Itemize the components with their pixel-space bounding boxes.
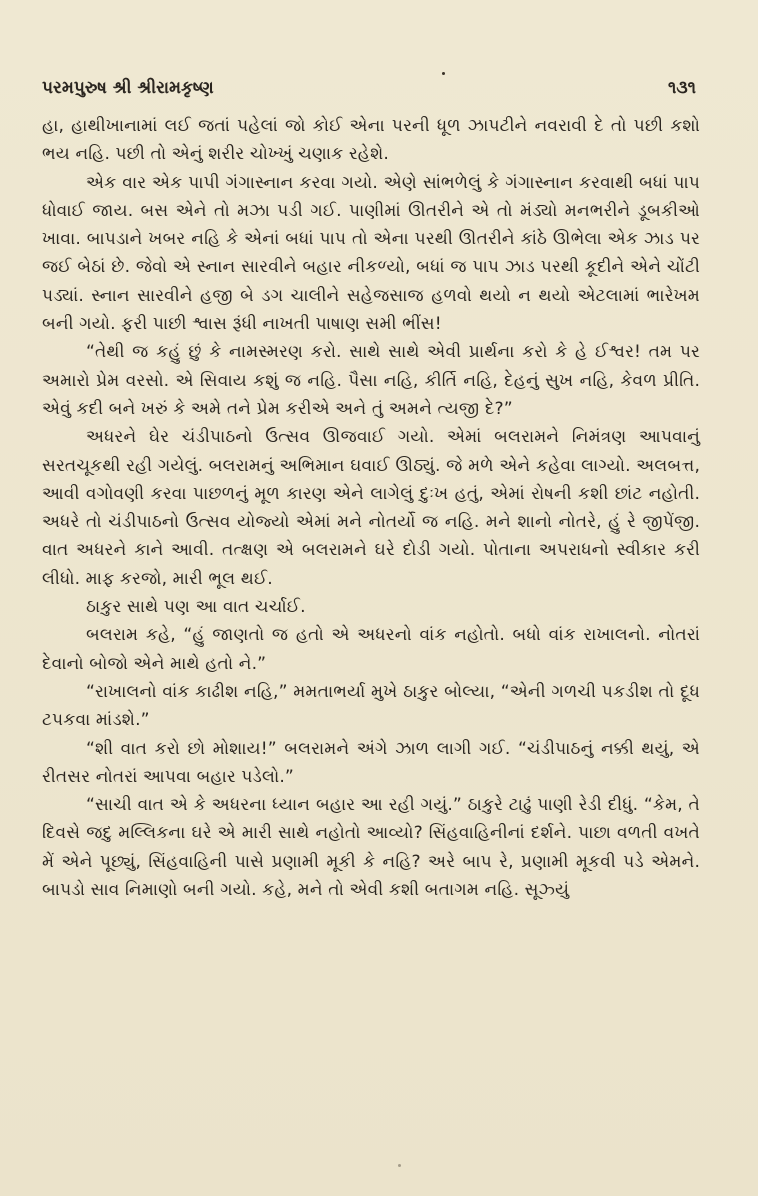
running-title: પરમપુરુષ શ્રી શ્રીરામકૃષ્ણ [42,78,214,98]
page-number: ૧૩૧ [668,78,696,98]
paragraph: હા, હાથીખાનામાં લઈ જતાં પહેલાં જો કોઈ એના પરની ધૂળ ઝાપટીને નવરાવી દે તો પછી કશો ભય નહિ. પછી તો એનું શરીર ચોખ્ખું ચણાક રહેશે. [42,116,700,165]
paragraph: બલરામ કહે, “હું જાણતો જ હતો એ અધરનો વાંક નહોતો. બધો વાંક રાખાલનો. નોતરાં દેવાનો બોજો એને માથે હતો ને.” [42,625,700,674]
paragraph: “શી વાત કરો છો મોશાય!” બલરામને અંગે ઝાળ લાગી ગઈ. “ચંડીપાઠનું નક્કી થયું, એ રીતસર નોતરાં આપવા બહાર પડેલો.” [42,738,700,787]
paragraph: “રાખાલનો વાંક કાઢીશ નહિ,” મમતાભર્યા મુખે ઠાકુર બોલ્યા, “એની ગળચી પકડીશ તો દૂધ ટપકવા માંડશે.” [42,681,700,731]
paragraph: એક વાર એક પાપી ગંગાસ્નાન કરવા ગયો. એણે સાંભળેલું કે ગંગાસ્નાન કરવાથી બધાં પાપ ધોવાઈ જાય. બસ એને તો મઝા પડી ગઈ. પાણીમાં ઊતરીને એ તો મંડ્યો મનભરીને ડૂબકીઓ ખાવા. બાપડાને ખબર નહિ કે એનાં બધાં પાપ તો એના પરથી ઊતરીને કાંઠે ઊભેલા એક ઝાડ પર જઈ બેઠાં છે. જેવો એ સ્નાન સારવીને બહાર નીકળ્યો, બધાં જ પાપ ઝાડ પરથી કૂદીને એને ચોંટી પડ્યાં. સ્નાન સારવીને હજી બે ડગ ચાલીને સહેજસાજ હળવો થયો ન થયો એટલામાં ભારેખમ બની ગયો. ફરી પાછી શ્વાસ રૂંધી નાખતી પાષાણ સમી ભીંસ! [42,172,700,335]
print-speck [398,1164,401,1167]
print-speck [442,72,445,75]
paragraph: “તેથી જ કહું છું કે નામસ્મરણ કરો. સાથે સાથે એવી પ્રાર્થના કરો કે હે ઈશ્વર! તમ પર અમારો પ્રેમ વરસો. એ સિવાય કશું જ નહિ. પૈસા નહિ, કીર્તિ નહિ, દેહનું સુખ નહિ, કેવળ પ્રીતિ. એવું કદી બને ખરું કે અમે તને પ્રેમ કરીએ અને તું અમને ત્યજી દે?” [42,342,700,419]
paragraph: ઠાકુર સાથે પણ આ વાત ચર્ચાઈ. [86,597,306,618]
paragraph: અધરને ઘેર ચંડીપાઠનો ઉત્સવ ઊજવાઈ ગયો. એમાં બલરામને નિમંત્રણ આપવાનું સરતચૂકથી રહી ગયેલું. બલરામનું અભિમાન ઘવાઈ ઊઠ્યું. જે મળે એને કહેવા લાગ્યો. અલબત્ત, આવી વગોવણી કરવા પાછળનું મૂળ કારણ એને લાગેલું દુઃખ હતું, એમાં રોષની કશી છાંટ નહોતી. અધરે તો ચંડીપાઠનો ઉત્સવ યોજ્યો એમાં મને નોતર્યો જ નહિ. મને શાનો નોતરે, હું રે જીપેંજી. વાત અધરને કાને આવી. તત્ક્ષણ એ બલરામને ઘરે દોડી ગયો. પોતાના અપરાધનો સ્વીકાર કરી લીધો. માફ કરજો, મારી ભૂલ થઈ. [42,427,700,589]
paragraph: “સાચી વાત એ કે અધરના ધ્યાન બહાર આ રહી ગયું.” ઠાકુરે ટાઢું પાણી રેડી દીધું. “કેમ, તે દિવસે જદુ મલ્લિકના ઘરે એ મારી સાથે નહોતો આવ્યો? સિંહવાહિનીનાં દર્શને. પાછા વળતી વખતે મેં એને પૂછ્યું, સિંહવાહિની પાસે પ્રણામી મૂકી કે નહિ? અરે બાપ રે, પ્રણામી મૂકવી પડે એમને. બાપડો સાવ નિમાણો બની ગયો. કહે, મને તો એવી કશી બતાગમ નહિ. સૂઝ્યું [42,795,700,901]
running-head [42,78,700,98]
body-text [42,112,700,904]
